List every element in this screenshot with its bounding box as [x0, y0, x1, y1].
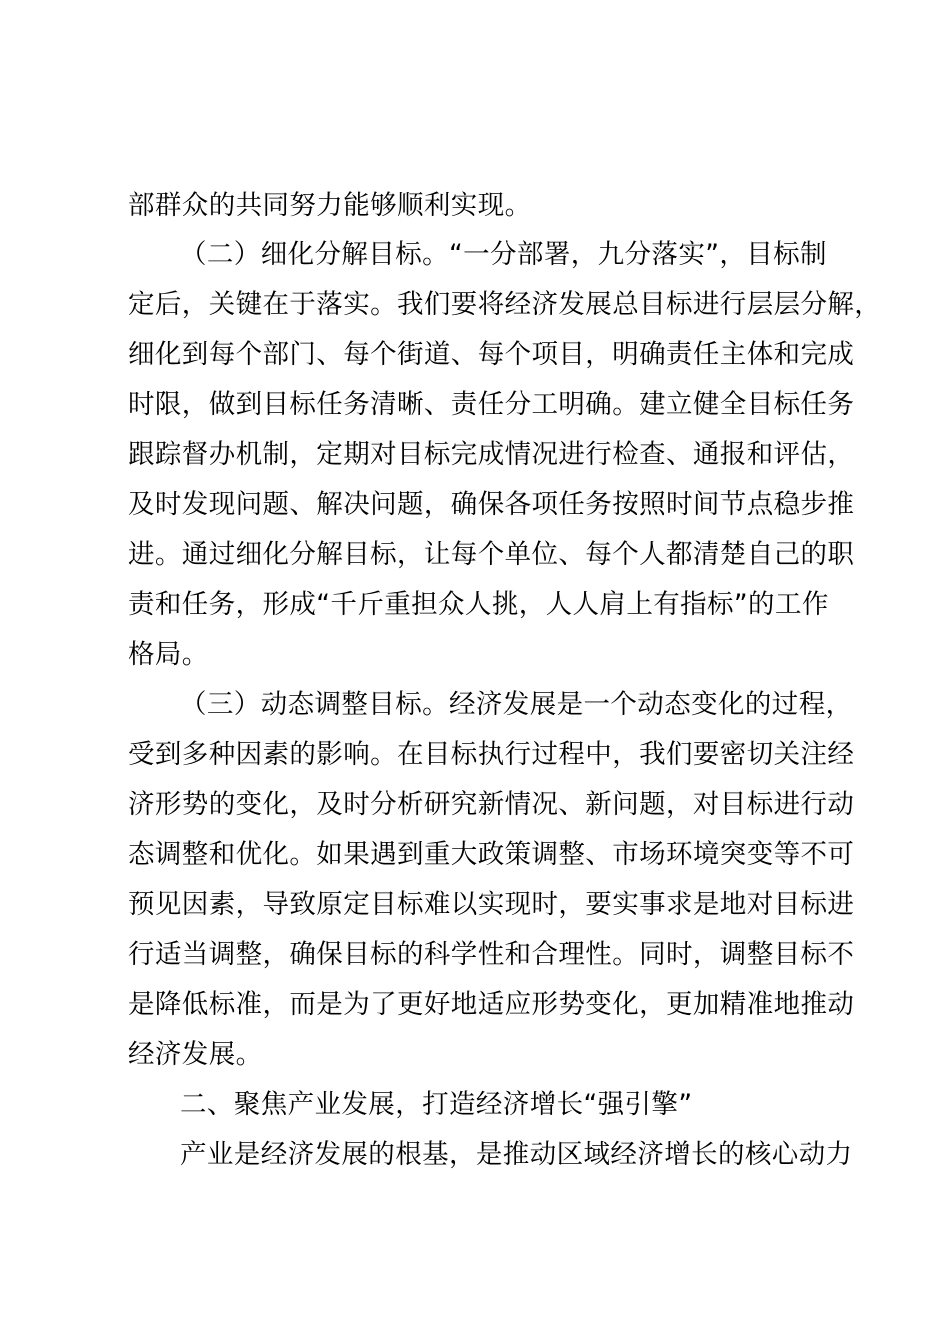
text-line: 进。通过细化分解目标，让每个单位、每个人都清楚自己的职 [128, 539, 855, 570]
text-line: 及时发现问题、解决问题，确保各项任务按照时间节点稳步推 [128, 489, 855, 520]
paragraph-heading: （三）动态调整目标。经济发展是一个动态变化的过程， [180, 689, 853, 720]
text-line: 济形势的变化，及时分析研究新情况、新问题，对目标进行动 [128, 789, 855, 820]
text-line: 时限，做到目标任务清晰、责任分工明确。建立健全目标任务 [128, 389, 855, 420]
text-line: 产业是经济发展的根基，是推动区域经济增长的核心动力 [180, 1139, 853, 1170]
text-line: 责和任务，形成“千斤重担众人挑，人人肩上有指标”的工作 [128, 589, 829, 620]
text-line: 部群众的共同努力能够顺利实现。 [128, 190, 532, 221]
paragraph-heading: （二）细化分解目标。“一分部署，九分落实”，目标制 [180, 239, 827, 270]
text-line: 定后，关键在于落实。我们要将经济发展总目标进行层层分解， [128, 289, 882, 320]
text-line: 格局。 [128, 639, 209, 670]
text-line: 态调整和优化。如果遇到重大政策调整、市场环境突变等不可 [128, 839, 855, 870]
text-line: 是降低标准，而是为了更好地适应形势变化，更加精准地推动 [128, 989, 855, 1020]
text-line: 细化到每个部门、每个街道、每个项目，明确责任主体和完成 [128, 339, 855, 370]
text-line: 受到多种因素的影响。在目标执行过程中，我们要密切关注经 [128, 739, 855, 770]
text-line: 行适当调整，确保目标的科学性和合理性。同时，调整目标不 [128, 939, 855, 970]
section-heading: 二、聚焦产业发展，打造经济增长“强引擎” [180, 1089, 693, 1120]
text-line: 经济发展。 [128, 1039, 263, 1070]
text-line: 跟踪督办机制，定期对目标完成情况进行检查、通报和评估， [128, 439, 855, 470]
text-line: 预见因素，导致原定目标难以实现时，要实事求是地对目标进 [128, 889, 855, 920]
